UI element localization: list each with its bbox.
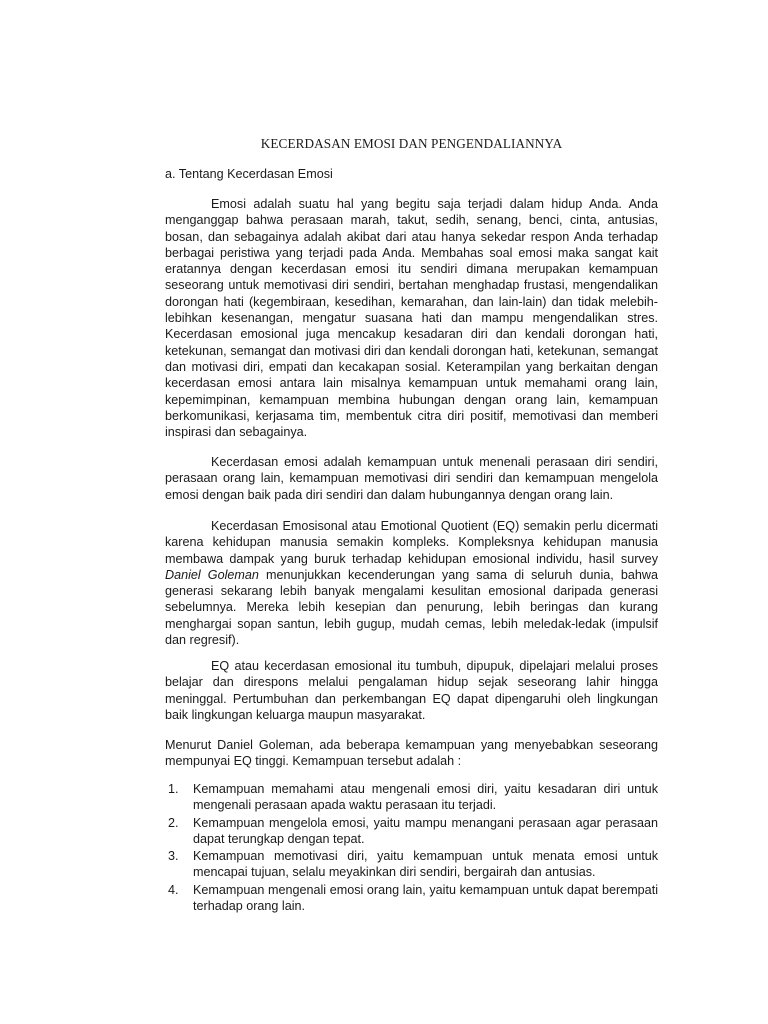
paragraph-emotion-definition: Emosi adalah suatu hal yang begitu saja terjadi dalam hidup Anda. Anda menganggap bahwa perasaan marah, takut, sedih, senang, benci, cinta, antusias, bosan, dan sebagainya adalah akibat dari atau hanya sekedar respon Anda terhadap berbagai peristiwa yang terjadi pada Anda. Membahas soal emosi maka sangat kait eratannya dengan kecerdasan emosi itu sendiri dimana merupakan kemampuan seseorang untuk memotivasi diri sendiri, bertahan menghadap frustasi, mengendalikan dorongan hati (kegembiraan, kesedihan, kemarahan, dan lain-lain) dan tidak melebih-lebihkan kesenangan, mengatur suasana hati dan mampu mengendalikan stres. Kecerdasan emosional juga mencakup kesadaran diri dan kendali dorongan hati, ketekunan, semangat dan motivasi diri dan kendali dorongan hati, ketekunan, semangat dan motivasi diri, empati dan kecakapan sosial. Keterampilan yang berkaitan dengan kecerdasan emosi antara lain misalnya kemampuan untuk memahami orang lain, kepemimpinan, kemampuan membina hubungan dengan orang lain, kemampuan berkomunikasi, kerjasama tim, membentuk citra diri positif, memotivasi dan memberi inspirasi dan sebagainya. <box>165 197 658 440</box>
list-item-number: 2. <box>168 815 179 830</box>
paragraph-emotional-intelligence-definition: Kecerdasan emosi adalah kemampuan untuk menenali perasaan diri sendiri, perasaan orang lain, kemampuan memotivasi diri sendiri dan kemampuan mengelola emosi dengan baik pada diri sendiri dan dalam hubungannya dengan orang lain. <box>165 455 658 502</box>
list-item-text: Kemampuan memotivasi diri, yaitu kemampuan untuk menata emosi untuk mencapai tujuan, selalu meyakinkan diri sendiri, bergairah dan antusias. <box>193 849 658 880</box>
eq-text-end: menunjukkan kecenderungan yang sama di seluruh dunia, bahwa generasi sekarang lebih banyak mengalami kesulitan emosional daripada generasi sebelumnya. Mereka lebih kesepian dan penurung, lebih beringas dan kurang menghargai sopan santun, lebih gugup, mudah cemas, lebih meledak-ledak (impulsif dan regresif). <box>165 567 658 648</box>
paragraph-list-intro: Menurut Daniel Goleman, ada beberapa kemampuan yang menyebabkan seseorang mempunyai EQ tinggi. Kemampuan tersebut adalah : <box>165 738 658 769</box>
list-item <box>165 781 658 814</box>
list-item <box>165 882 658 915</box>
author-name-italic: Daniel Goleman <box>165 567 259 582</box>
paragraph-eq-growth: EQ atau kecerdasan emosional itu tumbuh, dipupuk, dipelajari melalui proses belajar dan direspons melalui pengalaman hidup sejak seseorang lahir hingga meninggal. Pertumbuhan dan perkembangan EQ dapat dipengaruhi oleh lingkungan baik lingkungan keluarga maupun masyarakat. <box>165 659 658 722</box>
list-item-number: 4. <box>168 882 179 897</box>
document-title: KECERDASAN EMOSI DAN PENGENDALIANNYA <box>260 136 563 151</box>
list-item-text: Kemampuan memahami atau mengenali emosi diri, yaitu kesadaran diri untuk mengenali perasaan apada waktu perasaan itu terjadi. <box>193 782 658 813</box>
paragraph-emotional-quotient <box>165 518 658 648</box>
list-item-text: Kemampuan mengelola emosi, yaitu mampu menangani perasaan agar perasaan dapat terungkap dengan tepat. <box>193 815 658 846</box>
section-heading: a. Tentang Kecerdasan Emosi <box>165 167 333 181</box>
list-item-text: Kemampuan mengenali emosi orang lain, yaitu kemampuan untuk dapat berempati terhadap orang lain. <box>193 882 658 914</box>
list-item-number: 3. <box>168 849 179 864</box>
list-item <box>165 815 658 848</box>
list-item <box>165 848 658 881</box>
eq-text-start: Kecerdasan Emosisonal atau Emotional Quotient (EQ) semakin perlu dicermati karena kehidupan manusia semakin kompleks. Kompleksnya kehidupan manusia membawa dampak yang buruk terhadap kehidupan emosional individu, hasil survey <box>165 519 658 566</box>
ability-list <box>165 781 658 915</box>
list-item-number: 1. <box>168 782 179 796</box>
